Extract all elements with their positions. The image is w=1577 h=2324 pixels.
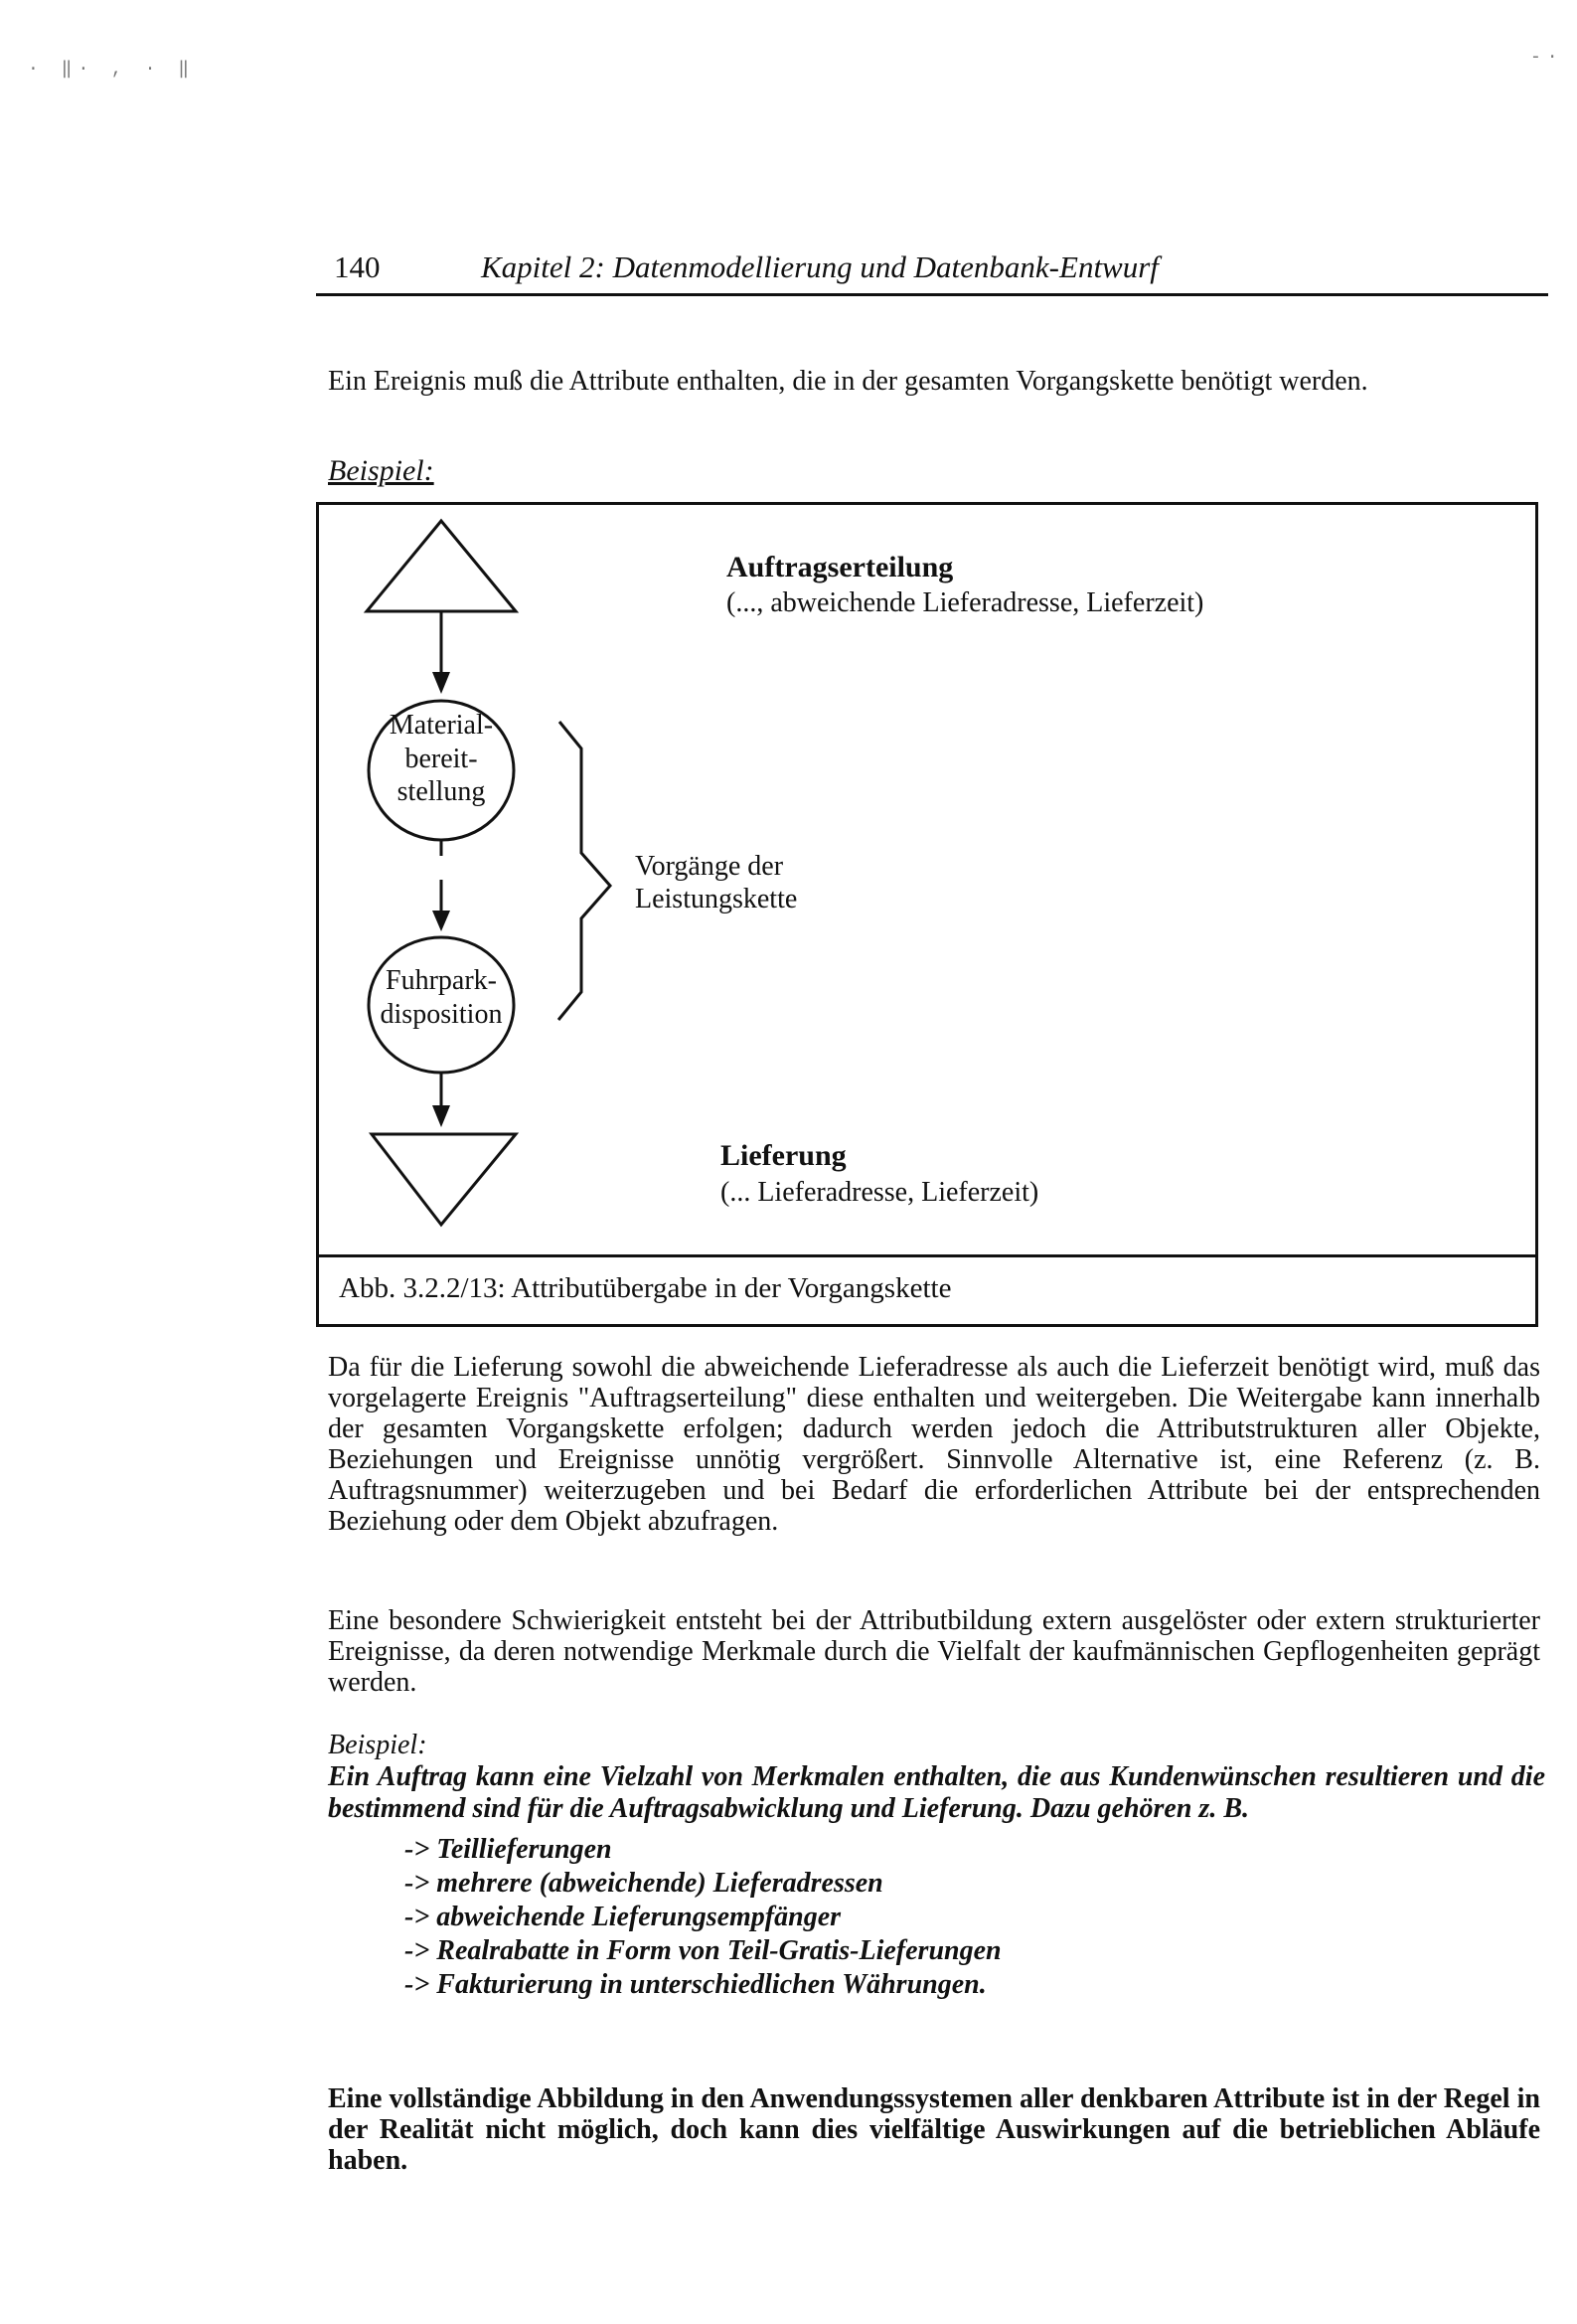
page-header [316,246,1548,296]
process-1-line-2: bereit- [404,744,478,774]
scan-edge-mark: · ‖· , · ‖ [28,60,196,80]
start-event-attributes: (..., abweichende Lieferadresse, Lieferzeit) [726,587,1204,618]
process-group-brace [558,722,610,1020]
example-label-1: Beispiel: [328,454,434,487]
list-item: -> Realrabatte in Form von Teil-Gratis-Lieferungen [404,1935,1002,1966]
example-label-2: Beispiel: [328,1730,427,1760]
order-feature-list [404,1833,1545,2002]
figure-caption: Abb. 3.2.2/13: Attributübergabe in der Vorgangskette [339,1272,952,1304]
start-event-title: Auftragserteilung [726,551,954,583]
process-chain-figure [316,502,1538,1327]
arrowhead-2 [432,911,450,931]
list-item: -> mehrere (abweichende) Lieferadressen [404,1868,883,1899]
event-process-diagram [319,505,1535,1254]
end-event-triangle [372,1134,516,1225]
intro-paragraph: Ein Ereignis muß die Attribute enthalten, die in der gesamten Vorgangskette benötigt werden. [328,366,1368,397]
process-1-line-1: Material- [389,710,494,741]
list-item: -> abweichende Lieferungsempfänger [404,1902,842,1932]
scan-corner-mark: -· [1530,48,1564,68]
process-2-line-1: Fuhrpark- [386,965,497,996]
end-event-attributes: (... Lieferadresse, Lieferzeit) [720,1177,1039,1208]
caption-divider [319,1254,1535,1257]
list-item: -> Teillieferungen [404,1834,612,1865]
process-1-line-3: stellung [396,776,486,807]
arrowhead-3 [432,1105,450,1127]
conclusion-paragraph: Eine vollständige Abbildung in den Anwendungssystemen aller denkbaren Attribute ist in der Regel in der Realität nicht möglich, doch kann dies vielfältige Auswirkungen auf die betrieblichen Abläufe haben. [328,2083,1540,2176]
arrowhead-1 [432,672,450,694]
difficulty-paragraph: Eine besondere Schwierigkeit entsteht bei der Attributbildung extern ausgelöster oder extern strukturierter Ereignisse, da deren notwendige Merkmale durch die Vielfalt der kaufmännischen Gepflogenheiten geprägt werden. [328,1605,1540,1698]
page-number: 140 [334,249,381,284]
brace-label-line-1: Vorgänge der [635,851,784,882]
process-2-line-2: disposition [380,999,503,1030]
explanation-paragraph: Da für die Lieferung sowohl die abweichende Lieferadresse als auch die Lieferzeit benötigt wird, muß das vorgelagerte Ereignis "Auftragserteilung" diese enthalten und weitergeben. Die Weitergabe kann innerhalb der gesamten Vorgangskette erfolgen; dadurch werden jedoch die Attributstrukturen aller Objekte, Beziehungen und Ereignisse unnötig vergrößert. Sinnvolle Alternative ist, eine Referenz (z. B. Auftragsnummer) weiterzugeben und bei Bedarf die erforderlichen Attribute bei der entsprechenden Beziehung oder dem Objekt abzufragen. [328,1352,1540,1537]
end-event-title: Lieferung [720,1139,847,1172]
list-item: -> Fakturierung in unterschiedlichen Währungen. [404,1969,987,2000]
order-example [328,1730,1545,2002]
start-event-triangle [367,521,516,611]
brace-label-line-2: Leistungskette [635,884,798,914]
running-title: Kapitel 2: Datenmodellierung und Datenbank-Entwurf [481,249,1159,284]
example-text: Ein Auftrag kann eine Vielzahl von Merkmalen enthalten, die aus Kundenwünschen resultieren und die bestimmend sind für die Auftragsabwicklung und Lieferung. Dazu gehören z. B. [328,1761,1545,1824]
